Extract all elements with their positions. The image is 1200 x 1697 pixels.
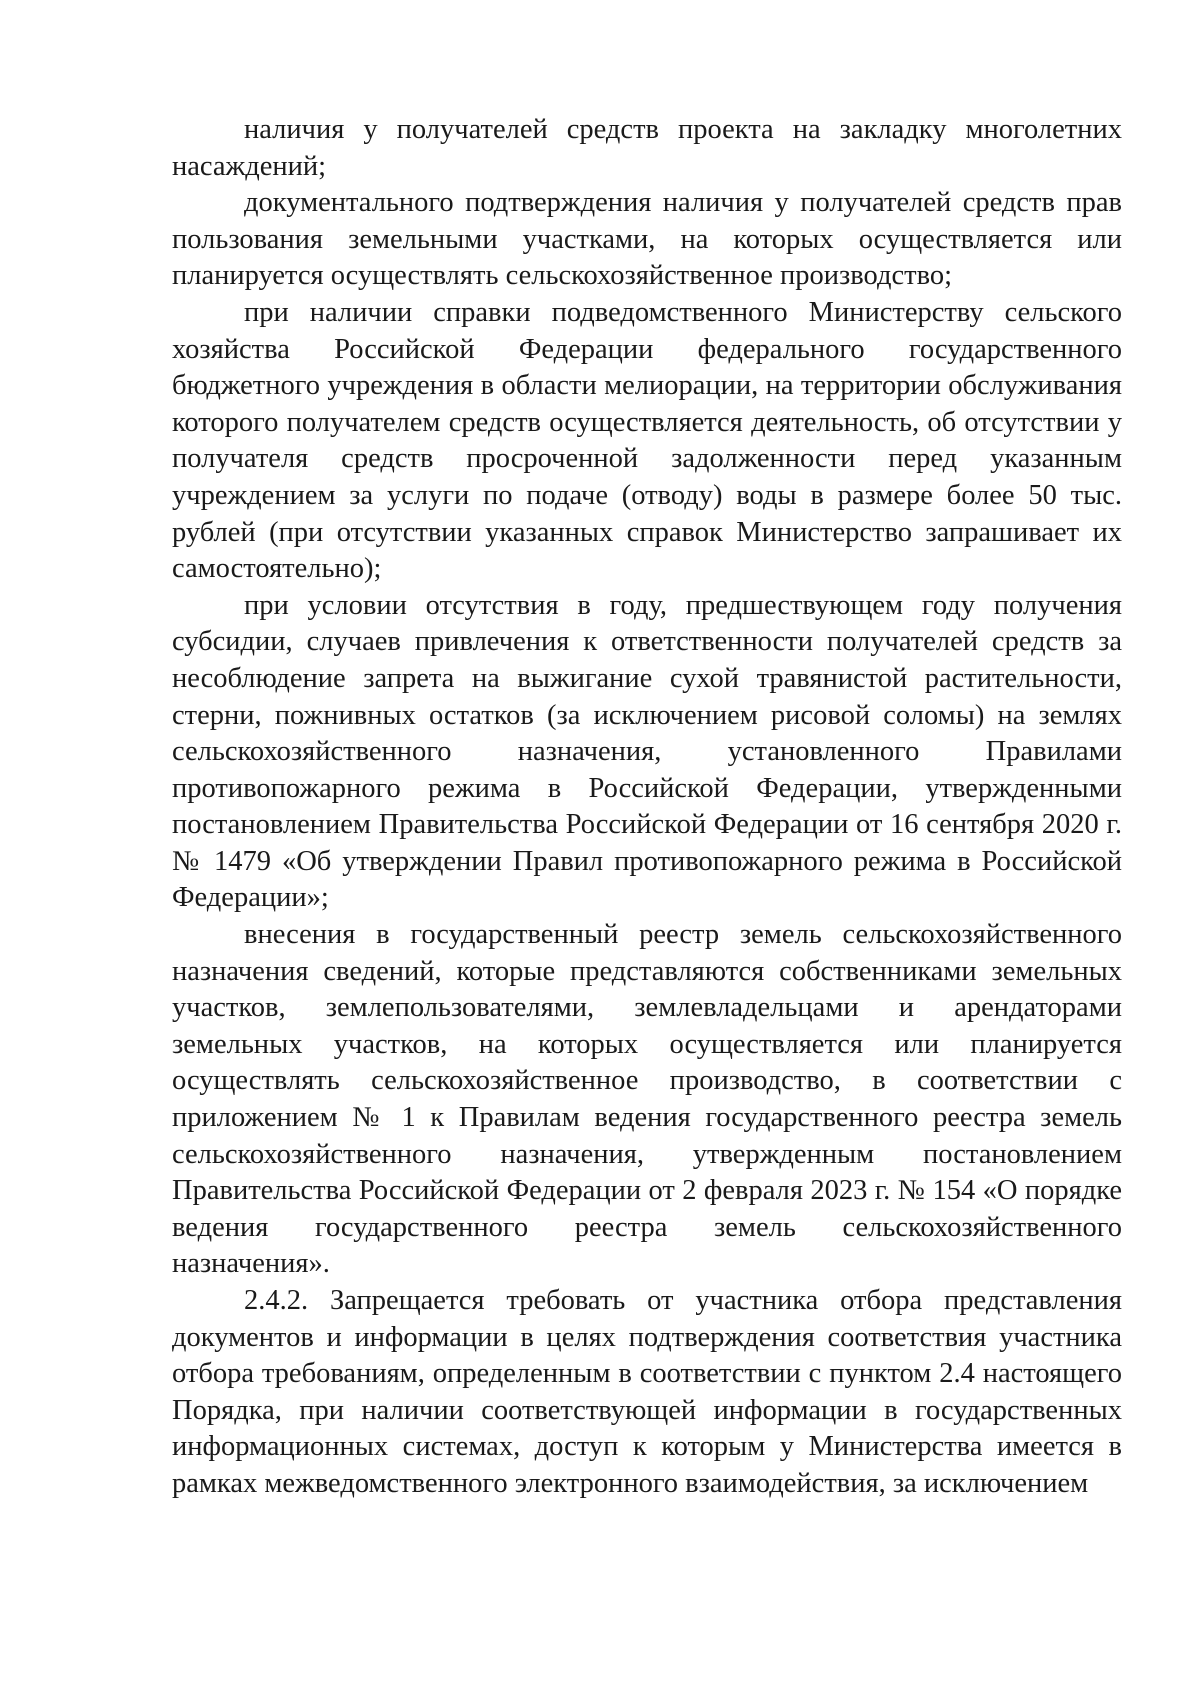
paragraph-fire-safety: при условии отсутствия в году, предшествующем году получения субсидии, случаев привлечения к ответственности получателей средств за несоблюдение запрета на выжигание сухой травянистой растительности, стерни, пожнивных остатков (за исключением рисовой соломы) на землях сельскохозяйственного назначения, установленного Правилами противопожарного режима в Российской Федерации, утвержденными постановлением Правительства Российской Федерации от 16 сентября 2020 г. № 1479 «Об утверждении Правил противопожарного режима в Российской Федерации»; bbox=[172, 589, 1122, 914]
paragraph-melioration-certificate: при наличии справки подведомственного Министерству сельского хозяйства Российской Федерации федерального государственного бюджетного учреждения в области мелиорации, на территории обслуживания которого получателем средств осуществляется деятельность, об отсутствии у получателя средств просроченной задолженности перед указанным учреждением за услуги по подаче (отводу) воды в размере более 50 тыс. рублей (при отсутствии указанных справок Министерство запрашивает их самостоятельно); bbox=[172, 296, 1122, 585]
paragraph-land-rights: документального подтверждения наличия у получателей средств прав пользования земельными участками, на которых осуществляется или планируется осуществлять сельскохозяйственное производство; bbox=[172, 187, 1122, 292]
document-page bbox=[172, 112, 1122, 1503]
paragraph-project-availability: наличия у получателей средств проекта на закладку многолетних насаждений; bbox=[172, 114, 1122, 182]
paragraph-land-registry: внесения в государственный реестр земель сельскохозяйственного назначения сведений, которые представляются собственниками земельных участков, землепользователями, землевладельцами и арендаторами земельных участков, на которых осуществляется или планируется осуществлять сельскохозяйственное производство, в соответствии с приложением № 1 к Правилам ведения государственного реестра земель сельскохозяйственного назначения, утвержденным постановлением Правительства Российской Федерации от 2 февраля 2023 г. № 154 «О порядке ведения государственного реестра земель сельскохозяйственного назначения». bbox=[172, 919, 1122, 1280]
paragraph-section-2-4-2: 2.4.2. Запрещается требовать от участника отбора представления документов и информации в целях подтверждения соответствия участника отбора требованиям, определенным в соответствии с пунктом 2.4 настоящего Порядка, при наличии соответствующей информации в государственных информационных системах, доступ к которым у Министерства имеется в рамках межведомственного электронного взаимодействия, за исключением bbox=[172, 1285, 1122, 1499]
